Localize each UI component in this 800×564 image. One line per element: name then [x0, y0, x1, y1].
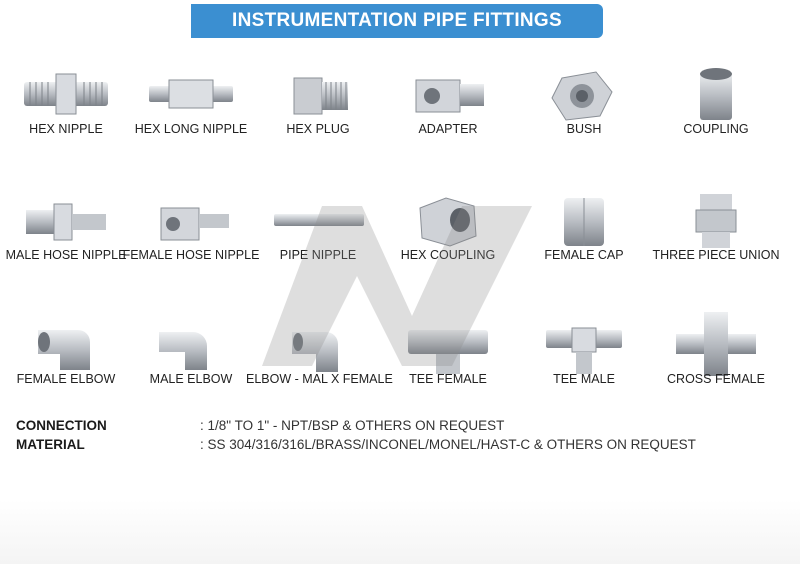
fitting-item	[650, 184, 782, 294]
hex-plug-icon	[268, 58, 368, 130]
fitting-label: FEMALE HOSE NIPPLE	[122, 248, 260, 262]
fitting-label: ADAPTER	[418, 122, 478, 136]
fitting-item	[518, 308, 650, 418]
fitting-label: CROSS FEMALE	[667, 372, 765, 386]
fitting-item	[252, 58, 384, 168]
fitting-label: HEX NIPPLE	[29, 122, 103, 136]
spec-value: : SS 304/316/316L/BRASS/INCONEL/MONEL/HAST-C & OTHERS ON REQUEST	[200, 437, 696, 452]
hex-nipple-icon	[16, 58, 116, 130]
fitting-item	[382, 308, 514, 418]
cross-female-icon	[666, 308, 766, 380]
fitting-label: TEE MALE	[553, 372, 615, 386]
fitting-label: HEX PLUG	[286, 122, 350, 136]
footer-fade	[0, 500, 800, 564]
fitting-item	[125, 58, 257, 168]
page-title: INSTRUMENTATION PIPE FITTINGS	[232, 10, 562, 31]
male-elbow-icon	[141, 308, 241, 380]
fitting-item	[382, 58, 514, 168]
fitting-label: FEMALE ELBOW	[16, 372, 116, 386]
female-hose-nipple-icon	[141, 184, 241, 256]
fitting-label: COUPLING	[683, 122, 749, 136]
fitting-item	[650, 58, 782, 168]
adapter-icon	[398, 58, 498, 130]
elbow-male-female-icon	[268, 308, 368, 380]
fitting-item	[0, 184, 132, 294]
fitting-label: PIPE NIPPLE	[279, 248, 357, 262]
title-banner	[191, 4, 603, 38]
fitting-item	[518, 184, 650, 294]
fitting-label: ELBOW - MAL X FEMALE	[246, 372, 393, 386]
spec-key: MATERIAL	[16, 437, 85, 452]
pipe-nipple-icon	[268, 184, 368, 256]
fitting-item	[125, 308, 257, 418]
fitting-label: HEX COUPLING	[400, 248, 496, 262]
spec-value: : 1/8" TO 1" - NPT/BSP & OTHERS ON REQUEST	[200, 418, 505, 433]
fitting-label: MALE HOSE NIPPLE	[5, 248, 127, 262]
three-piece-union-icon	[666, 184, 766, 256]
bush-icon	[534, 58, 634, 130]
spec-key: CONNECTION	[16, 418, 107, 433]
fitting-item	[0, 58, 132, 168]
female-cap-icon	[534, 184, 634, 256]
female-elbow-icon	[16, 308, 116, 380]
fitting-label: TEE FEMALE	[409, 372, 487, 386]
fitting-label: MALE ELBOW	[149, 372, 233, 386]
fitting-item	[0, 308, 132, 418]
fitting-item	[382, 184, 514, 294]
fitting-label: THREE PIECE UNION	[652, 248, 780, 262]
fitting-item	[518, 58, 650, 168]
fitting-label: BUSH	[566, 122, 602, 136]
fitting-item	[122, 184, 260, 294]
hex-coupling-icon	[398, 184, 498, 256]
fitting-label: FEMALE CAP	[544, 248, 624, 262]
tee-male-icon	[534, 308, 634, 380]
fitting-item	[650, 308, 782, 418]
tee-female-icon	[398, 308, 498, 380]
fitting-item	[252, 184, 384, 294]
coupling-icon	[666, 58, 766, 130]
fitting-item	[246, 308, 393, 418]
fitting-label: HEX LONG NIPPLE	[134, 122, 248, 136]
hex-long-nipple-icon	[141, 58, 241, 130]
male-hose-nipple-icon	[16, 184, 116, 256]
